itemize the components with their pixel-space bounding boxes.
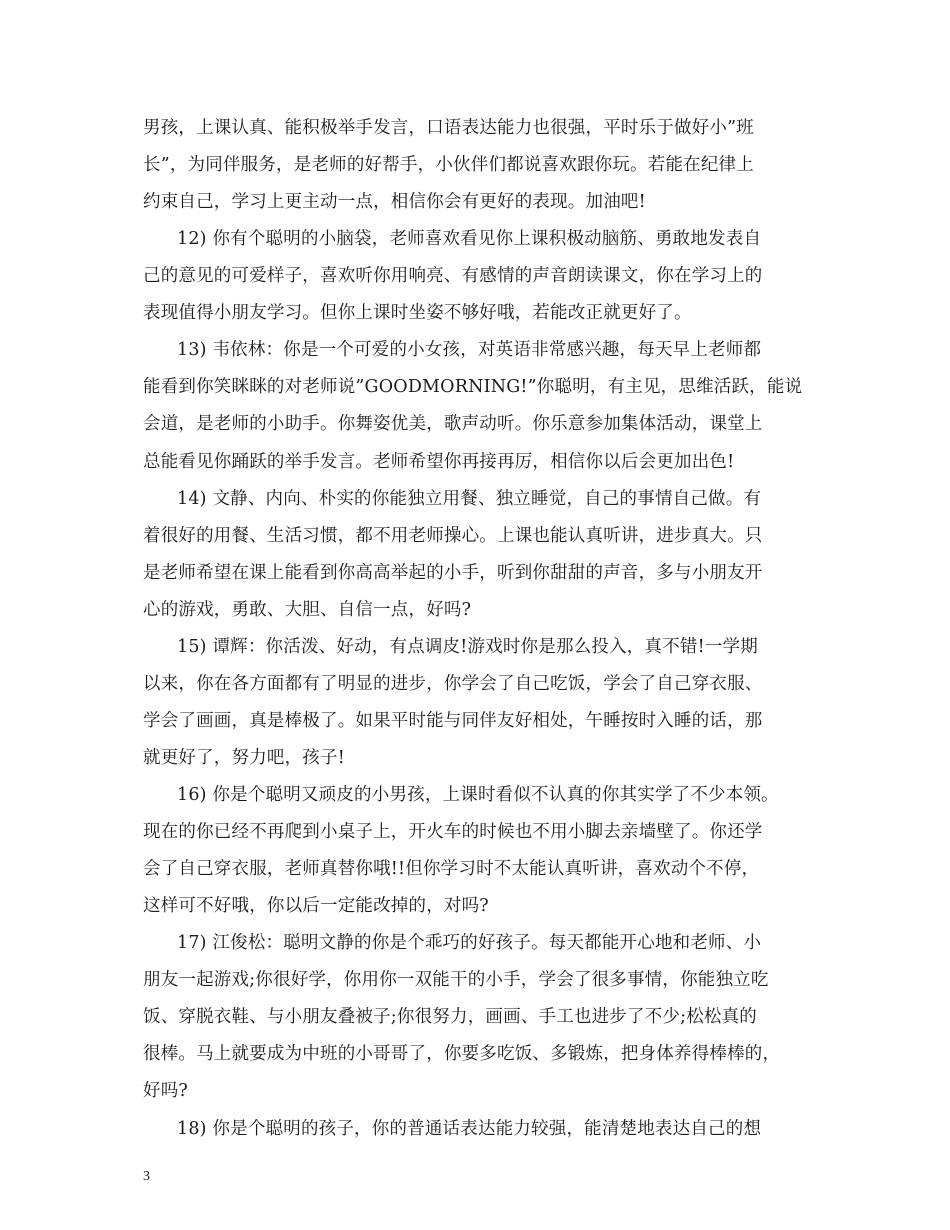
text-line: 己的意见的可爱样子，喜欢听你用响亮、有感情的声音朗读课文，你在学习上的 [143, 266, 763, 286]
text-line: 饭、穿脱衣鞋、与小朋友叠被子;你很努力，画画、手工也进步了不少;松松真的 [143, 1007, 757, 1027]
paragraph-start-line: 17) 江俊松：聪明文静的你是个乖巧的好孩子。每天都能开心地和老师、小 [177, 933, 762, 953]
text-line: 这样可不好哦，你以后一定能改掉的，对吗? [143, 896, 489, 916]
page-number: 3 [143, 1169, 150, 1184]
text-line: 以来，你在各方面都有了明显的进步，你学会了自己吃饭，学会了自己穿衣服、 [143, 674, 763, 694]
text-line: 好吗? [143, 1081, 188, 1101]
text-line: 朋友一起游戏;你很好学，你用你一双能干的小手，学会了很多事情，你能独立吃 [143, 970, 769, 990]
text-line: 男孩，上课认真、能积极举手发言，口语表达能力也很强，平时乐于做好小”班 [143, 118, 754, 138]
paragraph-start-line: 16) 你是个聪明又顽皮的小男孩，上课时看似不认真的你其实学了不少本领。 [177, 785, 779, 805]
text-line: 总能看见你踊跃的举手发言。老师希望你再接再厉，相信你以后会更加出色! [143, 452, 735, 472]
paragraph-start-line: 12) 你有个聪明的小脑袋，老师喜欢看见你上课积极动脑筋、勇敢地发表自 [177, 229, 762, 249]
text-line: 长”，为同伴服务，是老师的好帮手，小伙伴们都说喜欢跟你玩。若能在纪律上 [143, 155, 754, 175]
text-line: 是老师希望在课上能看到你高高举起的小手，听到你甜甜的声音，多与小朋友开 [143, 563, 763, 583]
text-line: 心的游戏，勇敢、大胆、自信一点，好吗? [143, 600, 472, 620]
paragraph-start-line: 15) 谭辉：你活泼、好动，有点调皮!游戏时你是那么投入，真不错!一学期 [177, 637, 758, 657]
text-line: 能看到你笑眯眯的对老师说”GOODMORNING!”你聪明，有主见，思维活跃，能说 [143, 377, 803, 397]
text-line: 会了自己穿衣服，老师真替你哦!!但你学习时不太能认真听讲，喜欢动个不停， [143, 859, 760, 879]
text-line: 会道，是老师的小助手。你舞姿优美，歌声动听。你乐意参加集体活动，课堂上 [143, 414, 763, 434]
paragraph-start-line: 14) 文静、内向、朴实的你能独立用餐、独立睡觉，自己的事情自己做。有 [177, 489, 762, 509]
paragraph-start-line: 13) 韦依林：你是一个可爱的小女孩，对英语非常感兴趣，每天早上老师都 [177, 340, 762, 360]
text-line: 着很好的用餐、生活习惯，都不用老师操心。上课也能认真听讲，进步真大。只 [143, 526, 763, 546]
text-line: 表现值得小朋友学习。但你上课时坐姿不够好哦，若能改正就更好了。 [143, 303, 692, 323]
text-line: 学会了画画，真是棒极了。如果平时能与同伴友好相处，午睡按时入睡的话，那 [143, 711, 763, 731]
text-line: 现在的你已经不再爬到小桌子上，开火车的时候也不用小脚去亲墙壁了。你还学 [143, 822, 763, 842]
paragraph-start-line: 18) 你是个聪明的孩子，你的普通话表达能力较强，能清楚地表达自己的想 [177, 1119, 762, 1139]
text-line: 就更好了，努力吧，孩子! [143, 748, 345, 768]
text-line: 约束自己，学习上更主动一点，相信你会有更好的表现。加油吧! [143, 192, 646, 212]
text-line: 很棒。马上就要成为中班的小哥哥了，你要多吃饭、多锻炼，把身体养得棒棒的， [143, 1044, 781, 1064]
